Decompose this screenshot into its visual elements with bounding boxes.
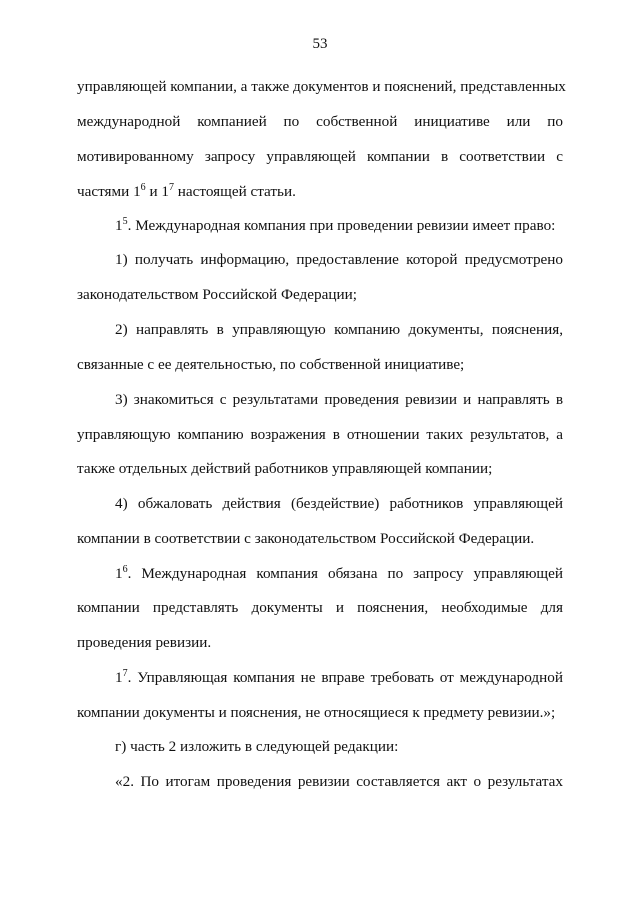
page-number: 53 xyxy=(312,36,328,52)
text-line-with-superscripts xyxy=(115,216,563,236)
text-line: «2. По итогам проведения ревизии составляется акт о результатах xyxy=(115,773,563,790)
text-fragment: . Управляющая компания не вправе требовать от международной xyxy=(127,669,563,686)
text-line: 4) обжаловать действия (бездействие) работников управляющей xyxy=(115,495,563,512)
text-line: 3) знакомиться с результатами проведения ревизии и направлять в xyxy=(115,391,563,408)
text-line: компании представлять документы и пояснения, необходимые для xyxy=(77,599,563,616)
text-line: управляющую компанию возражения в отношении таких результатов, а xyxy=(77,426,563,443)
text-line-with-superscripts xyxy=(115,668,563,688)
text-line: управляющей компании, а также документов и пояснений, представленных xyxy=(77,78,566,95)
text-fragment: 1 xyxy=(115,217,123,234)
text-line: законодательством Российской Федерации; xyxy=(77,286,357,303)
superscript: 7 xyxy=(122,667,128,679)
text-fragment: . Международная компания при проведении ревизии имеет право: xyxy=(127,217,556,234)
text-line: компании документы и пояснения, не относящиеся к предмету ревизии.»; xyxy=(77,704,556,721)
text-fragment: . Международная компания обязана по запросу управляющей xyxy=(127,565,563,582)
text-line: 2) направлять в управляющую компанию документы, пояснения, xyxy=(115,321,563,338)
text-line: также отдельных действий работников управляющей компании; xyxy=(77,460,493,477)
superscript: 5 xyxy=(122,215,128,227)
text-line: компании в соответствии с законодательством Российской Федерации. xyxy=(77,530,535,547)
text-line: проведения ревизии. xyxy=(77,634,212,651)
text-line: связанные с ее деятельностью, по собственной инициативе; xyxy=(77,356,465,373)
text-fragment: настоящей статьи. xyxy=(174,183,296,200)
text-line: 1) получать информацию, предоставление которой предусмотрено xyxy=(115,251,563,268)
superscript: 7 xyxy=(169,181,174,193)
text-line-with-superscripts xyxy=(115,564,563,584)
superscript: 6 xyxy=(122,563,128,575)
text-fragment: 1 xyxy=(115,565,123,582)
text-line-with-superscripts xyxy=(77,182,563,202)
text-line: международной компанией по собственной инициативе или по xyxy=(77,113,563,130)
text-line: мотивированному запросу управляющей компании в соответствии с xyxy=(77,148,563,165)
text-fragment: и 1 xyxy=(145,183,169,200)
superscript: 6 xyxy=(140,181,146,193)
text-fragment: 1 xyxy=(115,669,123,686)
text-line: г) часть 2 изложить в следующей редакции: xyxy=(115,738,399,755)
text-fragment: частями 1 xyxy=(77,183,141,200)
